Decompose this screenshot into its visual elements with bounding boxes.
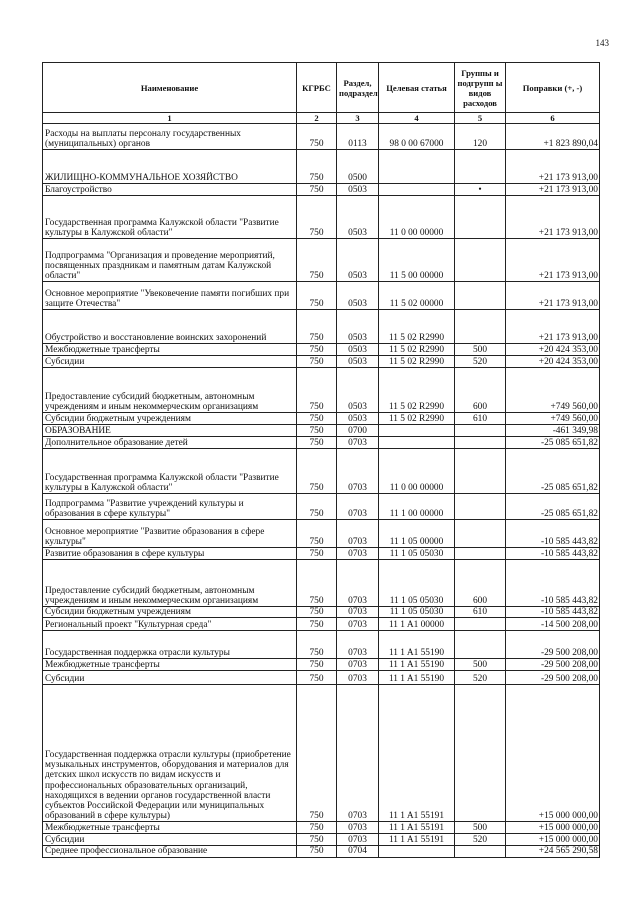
row-name: ЖИЛИЩНО-КОММУНАЛЬНОЕ ХОЗЯЙСТВО bbox=[43, 150, 297, 184]
row-kgrbs: 750 bbox=[297, 449, 337, 494]
row-amount: -14 500 208,00 bbox=[506, 618, 600, 631]
column-number: 1 bbox=[43, 113, 297, 124]
row-section: 0503 bbox=[337, 413, 379, 425]
row-section: 0703 bbox=[337, 822, 379, 834]
row-name: Основное мероприятие "Увековечение памяти погибших при защите Отечества" bbox=[43, 282, 297, 310]
row-article: 11 1 A1 55190 bbox=[379, 631, 455, 659]
page-number: 143 bbox=[595, 38, 609, 48]
row-name: Субсидии бюджетным учреждениям bbox=[43, 607, 297, 618]
row-name: Субсидии bbox=[43, 671, 297, 685]
row-amount: -10 585 443,82 bbox=[506, 607, 600, 618]
row-name: Благоустройство bbox=[43, 184, 297, 196]
row-group: 120 bbox=[455, 124, 506, 150]
row-article: 11 5 02 R2990 bbox=[379, 413, 455, 425]
row-name: Субсидии bbox=[43, 356, 297, 368]
row-article: 11 0 00 00000 bbox=[379, 449, 455, 494]
table-row bbox=[43, 834, 600, 846]
row-section: 0113 bbox=[337, 124, 379, 150]
row-article: 11 5 02 R2990 bbox=[379, 356, 455, 368]
header-article: Целевая статья bbox=[379, 63, 455, 113]
row-section: 0703 bbox=[337, 548, 379, 560]
row-amount: -461 349,98 bbox=[506, 425, 600, 437]
row-group: 500 bbox=[455, 659, 506, 671]
row-kgrbs: 750 bbox=[297, 520, 337, 548]
row-kgrbs: 750 bbox=[297, 494, 337, 520]
row-kgrbs: 750 bbox=[297, 659, 337, 671]
row-amount: -29 500 208,00 bbox=[506, 631, 600, 659]
row-article: 11 1 05 05030 bbox=[379, 560, 455, 607]
row-amount: +21 173 913,00 bbox=[506, 310, 600, 344]
row-article: 11 0 00 00000 bbox=[379, 196, 455, 239]
budget-amendments-table bbox=[42, 62, 600, 858]
table-row bbox=[43, 282, 600, 310]
row-article: 11 5 02 00000 bbox=[379, 282, 455, 310]
row-kgrbs: 750 bbox=[297, 239, 337, 282]
row-kgrbs: 750 bbox=[297, 685, 337, 822]
row-amount: +21 173 913,00 bbox=[506, 239, 600, 282]
row-name: Государственная поддержка отрасли культуры bbox=[43, 631, 297, 659]
table-row bbox=[43, 196, 600, 239]
table-row bbox=[43, 685, 600, 822]
row-kgrbs: 750 bbox=[297, 413, 337, 425]
table-row bbox=[43, 449, 600, 494]
table-row bbox=[43, 548, 600, 560]
row-group bbox=[455, 631, 506, 659]
row-article: 11 1 A1 55191 bbox=[379, 834, 455, 846]
table-row bbox=[43, 239, 600, 282]
row-amount: +20 424 353,00 bbox=[506, 356, 600, 368]
row-section: 0503 bbox=[337, 282, 379, 310]
row-section: 0703 bbox=[337, 671, 379, 685]
table-row bbox=[43, 631, 600, 659]
header-section: Раздел, подраздел bbox=[337, 63, 379, 113]
row-article bbox=[379, 437, 455, 449]
row-section: 0703 bbox=[337, 437, 379, 449]
table-row bbox=[43, 822, 600, 834]
row-name: Основное мероприятие "Развитие образования в сфере культуры" bbox=[43, 520, 297, 548]
row-amount: +749 560,00 bbox=[506, 368, 600, 413]
table-row bbox=[43, 494, 600, 520]
row-name: Субсидии bbox=[43, 834, 297, 846]
row-article: 11 1 A1 55190 bbox=[379, 659, 455, 671]
header-amendments: Поправки (+, -) bbox=[506, 63, 600, 113]
row-section: 0503 bbox=[337, 196, 379, 239]
row-kgrbs: 750 bbox=[297, 184, 337, 196]
row-section: 0703 bbox=[337, 494, 379, 520]
row-section: 0703 bbox=[337, 560, 379, 607]
table-body bbox=[43, 124, 600, 857]
row-article: 11 1 05 05030 bbox=[379, 607, 455, 618]
row-article: 11 5 00 00000 bbox=[379, 239, 455, 282]
row-name: Подпрограмма "Организация и проведение мероприятий, посвященных праздникам и памятным датам Калужской области" bbox=[43, 239, 297, 282]
row-name: Государственная поддержка отрасли культуры (приобретение музыкальных инструментов, оборудования и материалов для детских школ искусств по видам искусств и профессиональных образовательных организаций, находящихся в ведении органов государственной власти субъектов Российской Федерации или муниципальных образований в сфере культуры) bbox=[43, 685, 297, 822]
row-kgrbs: 750 bbox=[297, 425, 337, 437]
row-name: Межбюджетные трансферты bbox=[43, 659, 297, 671]
row-name: Государственная программа Калужской области "Развитие культуры в Калужской области" bbox=[43, 196, 297, 239]
row-group bbox=[455, 494, 506, 520]
row-article: 11 1 A1 00000 bbox=[379, 618, 455, 631]
row-section: 0703 bbox=[337, 631, 379, 659]
row-section: 0503 bbox=[337, 356, 379, 368]
row-amount: +21 173 913,00 bbox=[506, 196, 600, 239]
row-kgrbs: 750 bbox=[297, 150, 337, 184]
row-amount: +15 000 000,00 bbox=[506, 685, 600, 822]
column-number: 3 bbox=[337, 113, 379, 124]
row-name: Межбюджетные трансферты bbox=[43, 344, 297, 356]
table-row bbox=[43, 344, 600, 356]
row-section: 0503 bbox=[337, 310, 379, 344]
row-amount: -25 085 651,82 bbox=[506, 494, 600, 520]
row-kgrbs: 750 bbox=[297, 310, 337, 344]
row-kgrbs: 750 bbox=[297, 368, 337, 413]
row-amount: -10 585 443,82 bbox=[506, 520, 600, 548]
table-row bbox=[43, 437, 600, 449]
row-name: Предоставление субсидий бюджетным, автономным учреждениям и иным некоммерческим организациям bbox=[43, 560, 297, 607]
row-name: Подпрограмма "Развитие учреждений культуры и образования в сфере культуры" bbox=[43, 494, 297, 520]
table-row bbox=[43, 413, 600, 425]
row-group: 500 bbox=[455, 344, 506, 356]
column-number: 5 bbox=[455, 113, 506, 124]
row-section: 0704 bbox=[337, 846, 379, 857]
row-kgrbs: 750 bbox=[297, 822, 337, 834]
row-article bbox=[379, 846, 455, 857]
row-article: 98 0 00 67000 bbox=[379, 124, 455, 150]
row-amount: -25 085 651,82 bbox=[506, 437, 600, 449]
row-kgrbs: 750 bbox=[297, 631, 337, 659]
row-name: Среднее профессиональное образование bbox=[43, 846, 297, 857]
row-group bbox=[455, 150, 506, 184]
row-article: 11 1 05 00000 bbox=[379, 520, 455, 548]
row-group: 600 bbox=[455, 560, 506, 607]
row-amount: -10 585 443,82 bbox=[506, 560, 600, 607]
row-kgrbs: 750 bbox=[297, 618, 337, 631]
table-row bbox=[43, 659, 600, 671]
column-number: 2 bbox=[297, 113, 337, 124]
row-section: 0503 bbox=[337, 368, 379, 413]
row-group bbox=[455, 548, 506, 560]
row-amount: +21 173 913,00 bbox=[506, 184, 600, 196]
table-row bbox=[43, 846, 600, 857]
row-name: Государственная программа Калужской области "Развитие культуры в Калужской области" bbox=[43, 449, 297, 494]
row-group bbox=[455, 437, 506, 449]
row-name: Предоставление субсидий бюджетным, автономным учреждениям и иным некоммерческим организациям bbox=[43, 368, 297, 413]
row-group bbox=[455, 846, 506, 857]
row-article bbox=[379, 425, 455, 437]
row-group: 610 bbox=[455, 607, 506, 618]
row-kgrbs: 750 bbox=[297, 671, 337, 685]
row-kgrbs: 750 bbox=[297, 548, 337, 560]
row-amount: -25 085 651,82 bbox=[506, 449, 600, 494]
row-name: Дополнительное образование детей bbox=[43, 437, 297, 449]
row-section: 0700 bbox=[337, 425, 379, 437]
row-group: 520 bbox=[455, 356, 506, 368]
row-group: 500 bbox=[455, 822, 506, 834]
row-section: 0703 bbox=[337, 659, 379, 671]
row-section: 0703 bbox=[337, 607, 379, 618]
row-amount: -29 500 208,00 bbox=[506, 671, 600, 685]
row-kgrbs: 750 bbox=[297, 607, 337, 618]
row-amount: +15 000 000,00 bbox=[506, 834, 600, 846]
table-row bbox=[43, 310, 600, 344]
row-group bbox=[455, 520, 506, 548]
row-section: 0703 bbox=[337, 449, 379, 494]
column-number: 4 bbox=[379, 113, 455, 124]
table-row bbox=[43, 671, 600, 685]
row-kgrbs: 750 bbox=[297, 124, 337, 150]
row-article: 11 1 05 05030 bbox=[379, 548, 455, 560]
table-row bbox=[43, 607, 600, 618]
row-kgrbs: 750 bbox=[297, 834, 337, 846]
row-name: Расходы на выплаты персоналу государственных (муниципальных) органов bbox=[43, 124, 297, 150]
row-amount: +749 560,00 bbox=[506, 413, 600, 425]
row-section: 0703 bbox=[337, 520, 379, 548]
table-row bbox=[43, 618, 600, 631]
row-name: Обустройство и восстановление воинских захоронений bbox=[43, 310, 297, 344]
column-number-row bbox=[43, 113, 600, 124]
row-section: 0503 bbox=[337, 184, 379, 196]
row-name: Субсидии бюджетным учреждениям bbox=[43, 413, 297, 425]
row-kgrbs: 750 bbox=[297, 282, 337, 310]
row-kgrbs: 750 bbox=[297, 196, 337, 239]
table-row bbox=[43, 184, 600, 196]
row-group bbox=[455, 282, 506, 310]
row-amount: -10 585 443,82 bbox=[506, 548, 600, 560]
table-row bbox=[43, 356, 600, 368]
row-section: 0503 bbox=[337, 239, 379, 282]
row-group: 520 bbox=[455, 834, 506, 846]
row-section: 0500 bbox=[337, 150, 379, 184]
row-section: 0703 bbox=[337, 685, 379, 822]
table-row bbox=[43, 368, 600, 413]
row-group bbox=[455, 310, 506, 344]
table-row bbox=[43, 124, 600, 150]
row-kgrbs: 750 bbox=[297, 437, 337, 449]
row-group: 520 bbox=[455, 671, 506, 685]
row-article: 11 5 02 R2990 bbox=[379, 368, 455, 413]
table-row bbox=[43, 150, 600, 184]
header-kgrbs: КГРБС bbox=[297, 63, 337, 113]
table-header-row bbox=[43, 63, 600, 113]
row-name: ОБРАЗОВАНИЕ bbox=[43, 425, 297, 437]
row-kgrbs: 750 bbox=[297, 846, 337, 857]
header-name: Наименование bbox=[43, 63, 297, 113]
row-name: Развитие образования в сфере культуры bbox=[43, 548, 297, 560]
row-amount: -29 500 208,00 bbox=[506, 659, 600, 671]
column-number: 6 bbox=[506, 113, 600, 124]
row-article: 11 5 02 R2990 bbox=[379, 344, 455, 356]
row-article: 11 5 02 R2990 bbox=[379, 310, 455, 344]
table-row bbox=[43, 560, 600, 607]
table-row bbox=[43, 425, 600, 437]
row-kgrbs: 750 bbox=[297, 356, 337, 368]
row-amount: +1 823 890,04 bbox=[506, 124, 600, 150]
row-section: 0703 bbox=[337, 834, 379, 846]
table-row bbox=[43, 520, 600, 548]
row-name: Региональный проект "Культурная среда" bbox=[43, 618, 297, 631]
row-kgrbs: 750 bbox=[297, 344, 337, 356]
row-article bbox=[379, 184, 455, 196]
row-article: 11 1 A1 55191 bbox=[379, 685, 455, 822]
row-group: 600 bbox=[455, 368, 506, 413]
row-group: 610 bbox=[455, 413, 506, 425]
row-article: 11 1 00 00000 bbox=[379, 494, 455, 520]
row-group bbox=[455, 685, 506, 822]
row-group bbox=[455, 196, 506, 239]
row-group: • bbox=[455, 184, 506, 196]
row-name: Межбюджетные трансферты bbox=[43, 822, 297, 834]
row-article: 11 1 A1 55190 bbox=[379, 671, 455, 685]
row-kgrbs: 750 bbox=[297, 560, 337, 607]
row-amount: +15 000 000,00 bbox=[506, 822, 600, 834]
row-amount: +21 173 913,00 bbox=[506, 150, 600, 184]
row-group bbox=[455, 425, 506, 437]
row-amount: +20 424 353,00 bbox=[506, 344, 600, 356]
row-article: 11 1 A1 55191 bbox=[379, 822, 455, 834]
row-article bbox=[379, 150, 455, 184]
row-group bbox=[455, 239, 506, 282]
row-amount: +24 565 290,58 bbox=[506, 846, 600, 857]
row-group bbox=[455, 618, 506, 631]
row-section: 0703 bbox=[337, 618, 379, 631]
header-groups: Группы и подгрупп ы видов расходов bbox=[455, 63, 506, 113]
row-group bbox=[455, 449, 506, 494]
row-section: 0503 bbox=[337, 344, 379, 356]
row-amount: +21 173 913,00 bbox=[506, 282, 600, 310]
